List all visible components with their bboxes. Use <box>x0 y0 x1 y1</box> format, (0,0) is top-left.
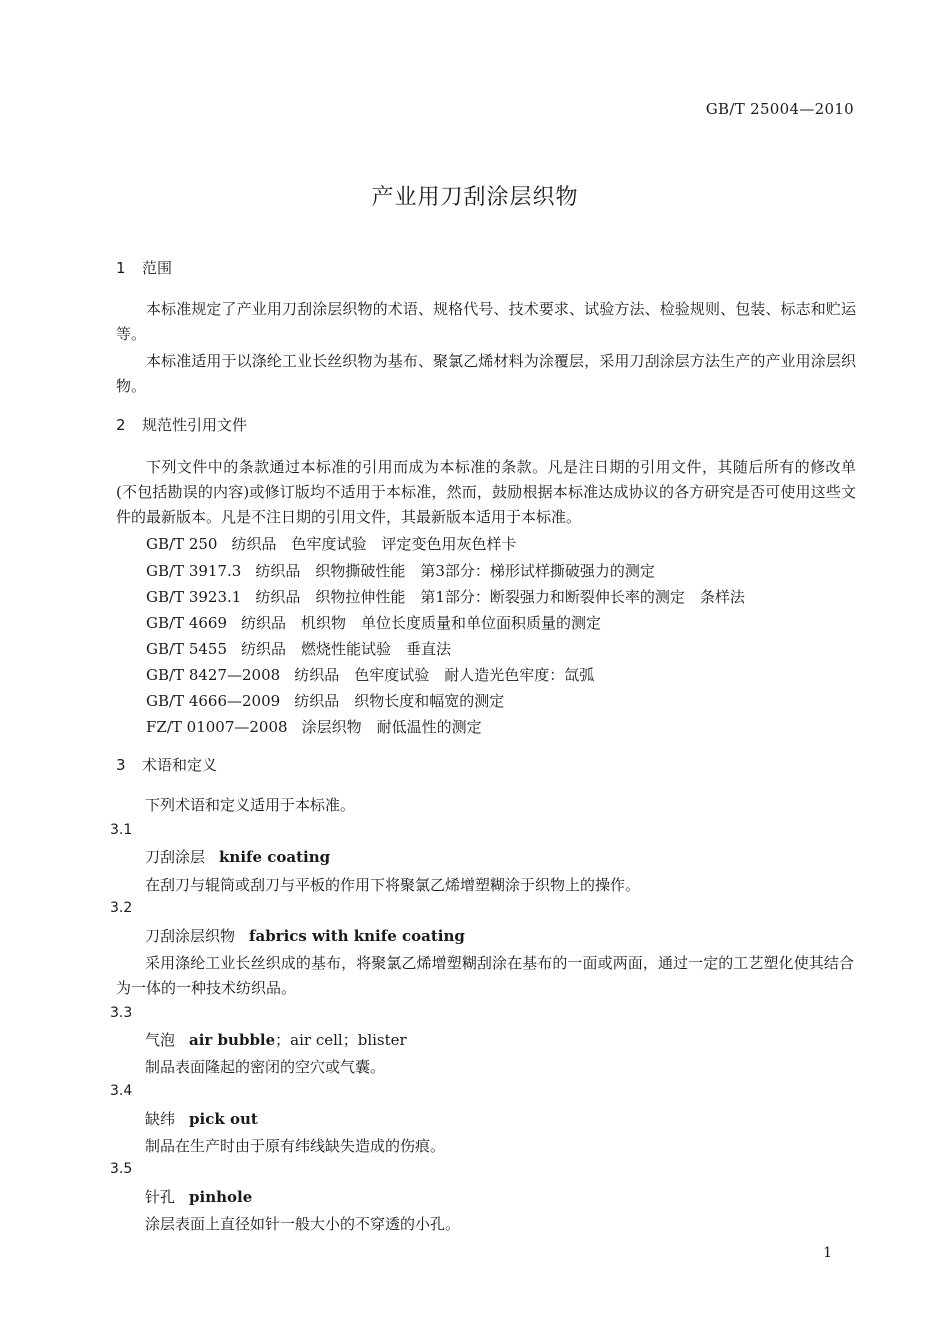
term-number: 3.5 <box>110 1161 133 1177</box>
reference-title: 纺织品 色牢度试验 耐人造光色牢度：氙弧 <box>294 666 595 684</box>
term-zh: 刀刮涂层 <box>145 848 206 866</box>
term-heading <box>145 1029 407 1050</box>
reference-item <box>146 716 482 737</box>
reference-code: GB/T 4666—2009 <box>146 692 281 710</box>
term-number: 3.4 <box>110 1083 133 1099</box>
term-en-alternatives: ；air cell；blister <box>275 1031 407 1049</box>
reference-code: FZ/T 01007—2008 <box>146 718 288 736</box>
section-number: 2 <box>116 416 126 434</box>
section-1-paragraph-2: 本标准适用于以涤纶工业长丝织物为基布、聚氯乙烯材料为涂覆层，采用刀刮涂层方法生产的产业用涂层织物。 <box>116 352 856 395</box>
reference-code: GB/T 4669 <box>146 614 228 632</box>
term-number: 3.2 <box>110 900 133 916</box>
section-title: 规范性引用文件 <box>142 416 248 434</box>
reference-code: GB/T 3923.1 <box>146 588 242 606</box>
reference-item <box>146 586 745 607</box>
reference-title: 纺织品 燃烧性能试验 垂直法 <box>241 640 452 658</box>
term-definition: 在刮刀与辊筒或刮刀与平板的作用下将聚氯乙烯增塑糊涂于织物上的操作。 <box>145 876 641 894</box>
section-title: 术语和定义 <box>142 756 218 774</box>
term-en: air bubble <box>189 1031 276 1049</box>
term-en: fabrics with knife coating <box>249 927 465 945</box>
term-en: pinhole <box>189 1188 253 1206</box>
reference-code: GB/T 250 <box>146 535 218 553</box>
section-3-heading <box>116 754 217 775</box>
reference-item <box>146 638 451 659</box>
reference-item <box>146 690 504 711</box>
document-title: 产业用刀刮涂层织物 <box>371 185 579 210</box>
section-2-heading <box>116 414 247 435</box>
term-zh: 针孔 <box>145 1188 176 1206</box>
reference-title: 纺织品 机织物 单位长度质量和单位面积质量的测定 <box>241 614 602 632</box>
section-3-intro: 下列术语和定义适用于本标准。 <box>145 796 356 814</box>
term-definition: 采用涤纶工业长丝织成的基布，将聚氯乙烯增塑糊刮涂在基布的一面或两面，通过一定的工艺塑化使其结合为一体的一种技术纺织品。 <box>116 954 854 997</box>
term-heading <box>145 1108 258 1129</box>
term-en: knife coating <box>219 848 331 866</box>
term-number: 3.3 <box>110 1005 133 1021</box>
reference-title: 纺织品 色牢度试验 评定变色用灰色样卡 <box>231 535 517 553</box>
section-1-paragraph-1: 本标准规定了产业用刀刮涂层织物的术语、规格代号、技术要求、试验方法、检验规则、包装、标志和贮运等。 <box>116 300 856 343</box>
reference-title: 涂层织物 耐低温性的测定 <box>301 718 482 736</box>
term-en: pick out <box>189 1110 258 1128</box>
reference-item <box>146 664 594 685</box>
term-zh: 缺纬 <box>145 1110 176 1128</box>
reference-code: GB/T 3917.3 <box>146 562 242 580</box>
term-definition: 制品表面隆起的密闭的空穴或气囊。 <box>145 1058 386 1076</box>
term-definition: 制品在生产时由于原有纬线缺失造成的伤痕。 <box>145 1137 446 1155</box>
term-zh: 气泡 <box>145 1031 176 1049</box>
section-title: 范围 <box>142 259 173 277</box>
page-number: 1 <box>823 1245 832 1261</box>
reference-title: 纺织品 织物长度和幅宽的测定 <box>294 692 505 710</box>
standard-number: GB/T 25004—2010 <box>705 100 854 118</box>
section-1-heading <box>116 257 172 278</box>
term-number: 3.1 <box>110 822 133 838</box>
reference-title: 纺织品 织物拉伸性能 第1部分：断裂强力和断裂伸长率的测定 条样法 <box>255 588 745 606</box>
reference-code: GB/T 8427—2008 <box>146 666 281 684</box>
term-heading <box>145 925 465 946</box>
term-zh: 刀刮涂层织物 <box>145 927 236 945</box>
reference-item <box>146 533 516 554</box>
term-definition: 涂层表面上直径如针一般大小的不穿透的小孔。 <box>145 1215 461 1233</box>
section-number: 1 <box>116 259 126 277</box>
section-number: 3 <box>116 756 126 774</box>
reference-item <box>146 560 655 581</box>
term-heading <box>145 1186 252 1207</box>
reference-title: 纺织品 织物撕破性能 第3部分：梯形试样撕破强力的测定 <box>255 562 655 580</box>
section-2-paragraph-1: 下列文件中的条款通过本标准的引用而成为本标准的条款。凡是注日期的引用文件，其随后所有的修改单(不包括勘误的内容)或修订版均不适用于本标准，然而，鼓励根据本标准达成协议的各方研究是否可使用这些文件的最新版本。凡是不注日期的引用文件，其最新版本适用于本标准。 <box>116 458 856 526</box>
term-heading <box>145 846 330 867</box>
reference-item <box>146 612 601 633</box>
reference-code: GB/T 5455 <box>146 640 228 658</box>
